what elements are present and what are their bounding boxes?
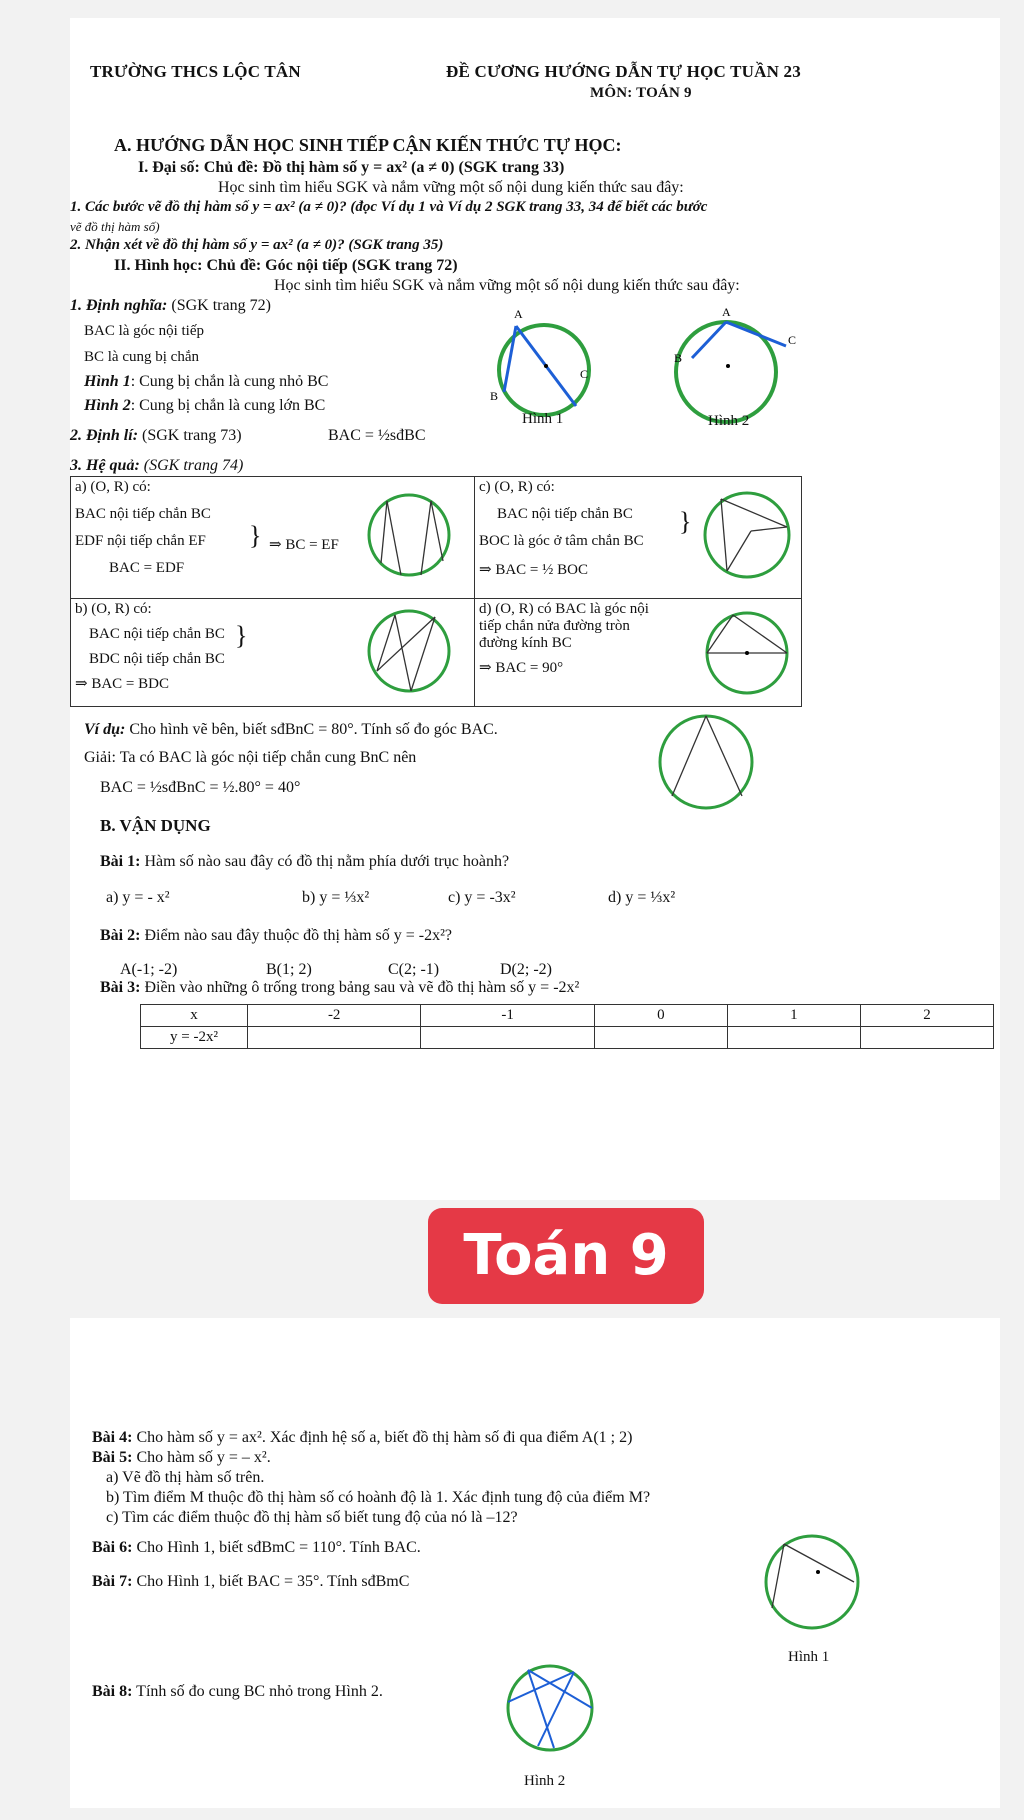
table-header-cell: -1 <box>421 1005 594 1027</box>
table-empty-cell[interactable] <box>860 1027 993 1049</box>
corollary-d-line-2: tiếp chắn nửa đường tròn <box>479 618 630 634</box>
bai3-text: Điền vào những ô trống trong bảng sau và vẽ đồ thị hàm số y = -2x² <box>144 979 580 996</box>
corollary-c-diagram <box>701 485 791 585</box>
corollary-c-line-oc <box>751 527 787 531</box>
algebra-intro: Học sinh tìm hiểu SGK và nắm vững một số nội dung kiến thức sau đây: <box>218 179 684 196</box>
bai1-option-b: b) y = ⅓x² <box>302 889 370 906</box>
figure-1-note-label: Hình 1 <box>84 373 131 390</box>
corollary-b-diagram <box>371 605 451 701</box>
corollary-c-lead: c) (O, R) có: <box>479 479 555 495</box>
subject-badge: Toán 9 <box>428 1208 704 1304</box>
table-empty-cell[interactable] <box>421 1027 594 1049</box>
page2-figure-2-caption: Hình 2 <box>524 1773 566 1789</box>
document-page-2 <box>70 1318 1000 1808</box>
corollary-cell-b <box>71 599 475 707</box>
page2-figure-2-line-4 <box>538 1672 574 1746</box>
bai1-option-d: d) y = ⅓x² <box>608 889 676 906</box>
corollary-d-diagram <box>701 607 801 697</box>
bai7-label: Bài 7: <box>92 1573 133 1590</box>
corollary-b-line-ac <box>395 615 411 691</box>
figure-1-caption: Hình 1 <box>522 411 564 427</box>
corollary-d-line-3: đường kính BC <box>479 635 572 651</box>
corollary-a-line-de <box>421 501 431 575</box>
table-header-cell: -2 <box>248 1005 421 1027</box>
corollary-c-line-ab <box>721 499 727 571</box>
geometry-intro: Học sinh tìm hiểu SGK và nắm vững một số nội dung kiến thức sau đây: <box>274 277 740 294</box>
page2-figure-2-line-2 <box>508 1672 574 1702</box>
corollary-a-line-ac <box>387 501 401 575</box>
document-page-1 <box>70 18 1000 1200</box>
corollary-d-center <box>745 651 749 655</box>
corollary-cell-c <box>475 477 802 599</box>
bai2-option-c: C(2; -1) <box>388 961 440 978</box>
table-header-cell: 0 <box>594 1005 727 1027</box>
corollary-c-brace: } <box>679 507 692 536</box>
definition-title: 1. Định nghĩa: <box>70 297 168 314</box>
bai5-part-a: a) Vẽ đồ thị hàm số trên. <box>106 1469 265 1486</box>
corollary-c-result: ⇒ BAC = ½ BOC <box>479 562 588 578</box>
corollary-a-diagram <box>371 485 451 585</box>
corollary-b-line-1: BAC nội tiếp chắn BC <box>89 626 225 642</box>
corollary-ref: (SGK trang 74) <box>143 457 244 474</box>
corollary-a-lead: a) (O, R) có: <box>75 479 151 495</box>
page2-figure-2-line-3 <box>528 1670 554 1748</box>
definition-heading <box>70 296 271 315</box>
figure-1-note <box>84 372 328 391</box>
bai2-label: Bài 2: <box>100 927 141 944</box>
bai8-line <box>92 1682 383 1701</box>
bai3-value-table <box>140 1004 994 1049</box>
corollary-c-line-ob <box>727 531 751 571</box>
bai8-text: Tính số đo cung BC nhỏ trong Hình 2. <box>136 1683 383 1700</box>
bai8-label: Bài 8: <box>92 1683 133 1700</box>
bai7-line <box>92 1572 409 1591</box>
figure-2-label-c: C <box>788 333 797 347</box>
example-line <box>84 720 498 739</box>
figure-2-chord-ab <box>692 322 726 358</box>
table-header-cell: 2 <box>860 1005 993 1027</box>
algebra-item-2: 2. Nhận xét về đồ thị hàm số y = ax² (a ≠ 0)? (SGK trang 35) <box>70 237 444 253</box>
corollary-c-line-ac <box>721 499 787 527</box>
theorem-ref: (SGK trang 73) <box>142 427 242 444</box>
corollary-cell-a <box>71 477 475 599</box>
page2-figure-1-circle <box>766 1536 858 1628</box>
example-formula: BAC = ½sđBnC = ½.80° = 40° <box>100 779 301 796</box>
bai1-option-a: a) y = - x² <box>106 889 170 906</box>
corollary-d-result: ⇒ BAC = 90° <box>479 660 564 676</box>
section-b-heading: B. VẬN DỤNG <box>100 816 211 835</box>
corollary-b-lead: b) (O, R) có: <box>75 601 152 617</box>
bai2-option-a: A(-1; -2) <box>120 961 178 978</box>
corollary-d-line-ac <box>733 615 787 653</box>
bai4-text: Cho hàm số y = ax². Xác định hệ số a, biết đồ thị hàm số đi qua điểm A(1 ; 2) <box>136 1429 633 1446</box>
figure-2-note-text: : Cung bị chắn là cung lớn BC <box>130 397 326 414</box>
figure-1-label-a: A <box>514 307 523 321</box>
figure-2-chord-ac <box>726 322 786 346</box>
corollary-a-result: ⇒ BC = EF <box>269 537 339 553</box>
subject-label: MÔN: TOÁN 9 <box>590 85 692 101</box>
figure-1-label-b: B <box>490 389 499 403</box>
algebra-title: I. Đại số: Chủ đề: Đồ thị hàm số y = ax² (a ≠ 0) (SGK trang 33) <box>138 159 565 176</box>
corollary-b-line-2: BDC nội tiếp chắn BC <box>89 651 225 667</box>
bai4-label: Bài 4: <box>92 1429 133 1446</box>
bai1-label: Bài 1: <box>100 853 141 870</box>
bai1-option-c: c) y = -3x² <box>448 889 516 906</box>
theorem-formula: BAC = ½sđBC <box>328 427 426 444</box>
document-title: ĐỀ CƯƠNG HƯỚNG DẪN TỰ HỌC TUẦN 23 <box>446 62 801 81</box>
corollary-c-circle <box>705 493 789 577</box>
bai1-text: Hàm số nào sau đây có đồ thị nằm phía dưới trục hoành? <box>144 853 510 870</box>
corollary-table <box>70 476 802 707</box>
corollary-cell-d <box>475 599 802 707</box>
school-name: TRƯỜNG THCS LỘC TÂN <box>90 62 301 81</box>
bai6-label: Bài 6: <box>92 1539 133 1556</box>
page2-figure-1-line-ab <box>772 1544 784 1608</box>
algebra-item-1: 1. Các bước vẽ đồ thị hàm số y = ax² (a ≠ 0)? (đọc Ví dụ 1 và Ví dụ 2 SGK trang 33, 34 để biết các bước <box>70 199 708 215</box>
table-header-cell: x <box>141 1005 248 1027</box>
figure-1-chord-ab <box>504 326 516 392</box>
corollary-d-lead: d) (O, R) có BAC là góc nội <box>479 601 649 617</box>
bai2-option-b: B(1; 2) <box>266 961 312 978</box>
table-empty-cell[interactable] <box>727 1027 860 1049</box>
example-circle <box>660 716 752 808</box>
example-diagram <box>656 710 766 820</box>
page2-figure-1-center <box>816 1570 820 1574</box>
bai3-label: Bài 3: <box>100 979 141 996</box>
corollary-a-line-1: BAC nội tiếp chắn BC <box>75 506 211 522</box>
bai4-line <box>92 1428 632 1447</box>
table-empty-cell[interactable] <box>248 1027 421 1049</box>
figure-2-note-label: Hình 2 <box>84 397 131 414</box>
figure-1-note-text: : Cung bị chắn là cung nhỏ BC <box>130 373 329 390</box>
bai2-question <box>100 926 452 945</box>
figure-1-label-c: C <box>580 367 589 381</box>
corollary-title: 3. Hệ quả: <box>70 457 140 474</box>
figure-2-caption: Hình 2 <box>708 413 750 429</box>
bai7-text: Cho Hình 1, biết BAC = 35°. Tính sđBmC <box>136 1573 410 1590</box>
definition-line-1: BAC là góc nội tiếp <box>84 323 204 339</box>
bai5-line <box>92 1448 271 1467</box>
geometry-title: II. Hình học: Chủ đề: Góc nội tiếp (SGK trang 72) <box>114 257 458 274</box>
bai2-text: Điểm nào sau đây thuộc đồ thị hàm số y = -2x²? <box>144 927 452 944</box>
theorem-title: 2. Định lí: <box>70 427 139 444</box>
corollary-c-line-2: BOC là góc ở tâm chắn BC <box>479 533 644 549</box>
table-row-label: y = -2x² <box>141 1027 248 1049</box>
bai2-option-d: D(2; -2) <box>500 961 552 978</box>
corollary-b-result: ⇒ BAC = BDC <box>75 676 169 692</box>
bai5-label: Bài 5: <box>92 1449 133 1466</box>
theorem-line <box>70 426 242 445</box>
example-text: Cho hình vẽ bên, biết sđBnC = 80°. Tính số đo góc BAC. <box>129 721 498 738</box>
section-a-heading: A. HƯỚNG DẪN HỌC SINH TIẾP CẬN KIẾN THỨC TỰ HỌC: <box>114 135 622 155</box>
figure-2-label-a: A <box>722 305 731 319</box>
figure-2-label-b: B <box>674 351 683 365</box>
corollary-a-line-2: EDF nội tiếp chắn EF <box>75 533 206 549</box>
bai5-text: Cho hàm số y = – x². <box>136 1449 271 1466</box>
bai6-text: Cho Hình 1, biết sđBmC = 110°. Tính BAC. <box>136 1539 421 1556</box>
example-solution: Giải: Ta có BAC là góc nội tiếp chắn cung BnC nên <box>84 749 417 766</box>
corollary-a-line-ab <box>381 501 387 563</box>
corollary-a-line-3: BAC = EDF <box>109 560 185 576</box>
bai5-part-c: c) Tìm các điểm thuộc đồ thị hàm số biết tung độ của nó là –12? <box>106 1509 518 1526</box>
page2-figure-1-caption: Hình 1 <box>788 1649 830 1665</box>
example-label: Ví dụ: <box>84 721 126 738</box>
bai3-question <box>100 978 579 997</box>
corollary-b-brace: } <box>235 621 248 650</box>
bai1-question <box>100 852 509 871</box>
table-header-cell: 1 <box>727 1005 860 1027</box>
algebra-item-1-cont: vẽ đồ thị hàm số) <box>70 219 160 234</box>
table-empty-cell[interactable] <box>594 1027 727 1049</box>
definition-ref: (SGK trang 72) <box>171 297 271 314</box>
figure-2-note <box>84 396 325 415</box>
corollary-heading <box>70 456 243 475</box>
bai6-line <box>92 1538 421 1557</box>
bai5-part-b: b) Tìm điểm M thuộc đồ thị hàm số có hoành độ là 1. Xác định tung độ của điểm M? <box>106 1489 651 1506</box>
figure-2-center <box>726 364 730 368</box>
corollary-c-line-1: BAC nội tiếp chắn BC <box>497 506 633 522</box>
figure-1-center <box>544 364 548 368</box>
page2-figure-1-diagram <box>760 1528 870 1638</box>
corollary-a-brace: } <box>249 521 262 550</box>
definition-line-2: BC là cung bị chắn <box>84 349 199 365</box>
page2-figure-2-diagram <box>498 1656 608 1766</box>
